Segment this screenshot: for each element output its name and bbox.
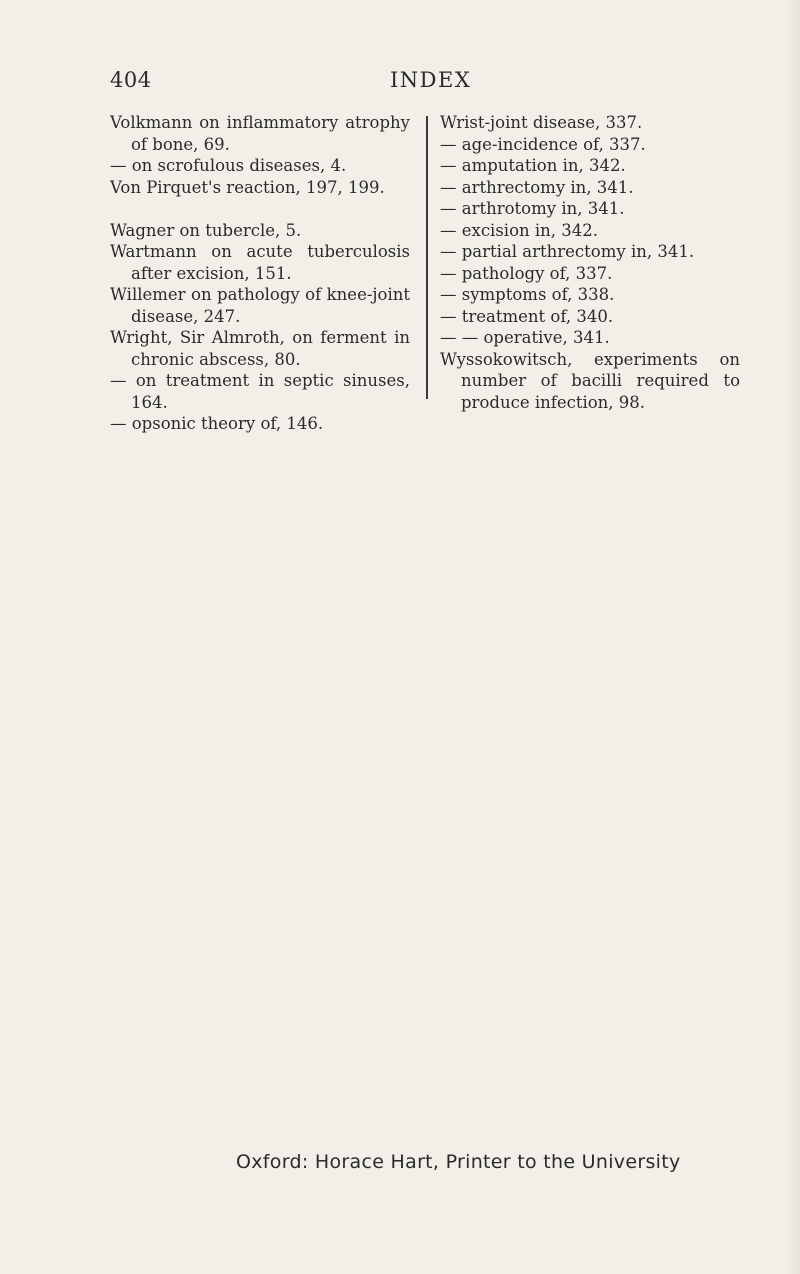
index-entry: — on scrofulous diseases, 4. [110, 156, 347, 175]
index-column-left [110, 112, 410, 435]
index-entry: Wartmann on acute tuberculosis after excision, 151. [110, 242, 410, 283]
column-divider [426, 116, 428, 399]
index-entry: — age-incidence of, 337. [440, 134, 646, 154]
index-entry: — partial arthrectomy in, 341. [440, 242, 695, 261]
page-header [0, 68, 800, 98]
index-entry: Von Pirquet's reaction, 197, 199. [110, 177, 385, 197]
running-title: INDEX [390, 68, 472, 92]
index-entry: — symptoms of, 338. [440, 285, 615, 304]
index-entry: Wyssokowitsch, experiments on number of bacilli required to produce infection, 98. [440, 349, 740, 412]
page-edge-shadow [786, 0, 800, 1274]
index-entry: Volkmann on inflammatory atrophy of bone, 69. [110, 113, 410, 154]
index-entry: Wrist-joint disease, 337. [440, 113, 643, 132]
index-entry: — arthrotomy in, 341. [440, 199, 625, 218]
index-entry: — pathology of, 337. [440, 263, 613, 283]
index-entry: Wright, Sir Almroth, on ferment in chronic abscess, 80. [110, 328, 410, 369]
index-entry: — opsonic theory of, 146. [110, 414, 324, 433]
index-entry: — excision in, 342. [440, 220, 599, 240]
index-column-right [440, 112, 740, 413]
index-entry: — treatment of, 340. [440, 306, 614, 326]
index-entry: Wagner on tubercle, 5. [110, 220, 302, 240]
index-entry: Willemer on pathology of knee-joint disease, 247. [110, 285, 410, 326]
index-entry: — arthrectomy in, 341. [440, 177, 634, 197]
printer-colophon: Oxford: Horace Hart, Printer to the University [236, 1151, 681, 1173]
page-number: 404 [110, 68, 152, 92]
index-entry: — — operative, 341. [440, 328, 610, 347]
index-entry: — on treatment in septic sinuses, 164. [110, 371, 410, 412]
index-entry: — amputation in, 342. [440, 156, 626, 175]
